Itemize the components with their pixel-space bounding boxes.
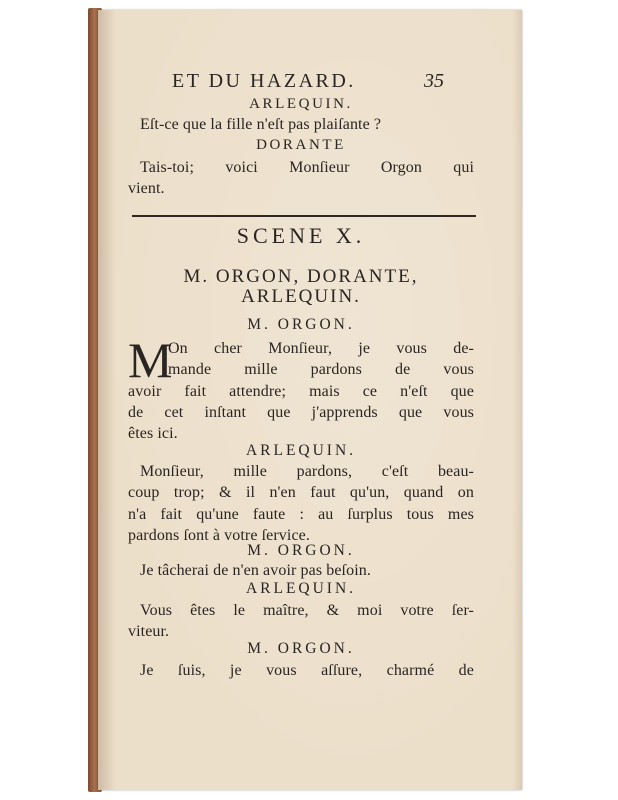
dialogue-line: Eſt-ce que la fille n'eſt pas plaiſante ?	[140, 116, 382, 133]
dialogue-line: n'a fait qu'une faute : au ſurplus tous mes	[128, 506, 474, 523]
dialogue-line: viteur.	[128, 623, 170, 640]
speaker-orgon: M. ORGON.	[247, 316, 355, 333]
speaker-dorante: DORANTE	[256, 137, 346, 153]
dialogue-line: vient.	[128, 180, 165, 197]
drop-cap: M	[128, 332, 173, 388]
dialogue-line: Tais-toi; voici Monſieur Orgon qui	[140, 159, 474, 176]
characters-list-line-1: M. ORGON, DORANTE,	[183, 266, 419, 287]
dialogue-line: Je tâcherai de n'en avoir pas beſoin.	[140, 562, 371, 579]
page-number: 35	[424, 70, 444, 92]
dialogue-line: On cher Monſieur, je vous de-	[168, 340, 474, 357]
dialogue-line: Monſieur, mille pardons, c'eſt beau-	[140, 463, 474, 480]
dialogue-line: pardons ſont à votre ſervice.	[128, 527, 310, 544]
dialogue-line: de cet inſtant que j'apprends que vous	[128, 404, 474, 421]
speaker-arlequin: ARLEQUIN.	[249, 96, 353, 112]
book-page	[98, 10, 522, 790]
dialogue-line: coup trop; & il n'en faut qu'un, quand on	[128, 484, 474, 501]
dialogue-line: Vous êtes le maître, & moi votre ſer-	[140, 602, 474, 619]
dialogue-line: mande mille pardons de vous	[168, 361, 474, 378]
page-title: ET DU HAZARD.	[172, 70, 356, 92]
scene-heading: SCENE X.	[236, 223, 366, 248]
dialogue-line: avoir fait attendre; mais ce n'eſt que	[128, 383, 474, 400]
dialogue-line: êtes ici.	[128, 425, 178, 442]
dialogue-line: Je ſuis, je vous aſſure, charmé de	[140, 662, 474, 679]
speaker-orgon: M. ORGON.	[247, 640, 355, 657]
speaker-orgon: M. ORGON.	[247, 542, 355, 559]
speaker-arlequin: ARLEQUIN.	[245, 580, 357, 597]
scene-divider-rule	[132, 215, 476, 217]
characters-list-line-2: ARLEQUIN.	[241, 286, 361, 307]
speaker-arlequin: ARLEQUIN.	[245, 442, 357, 459]
